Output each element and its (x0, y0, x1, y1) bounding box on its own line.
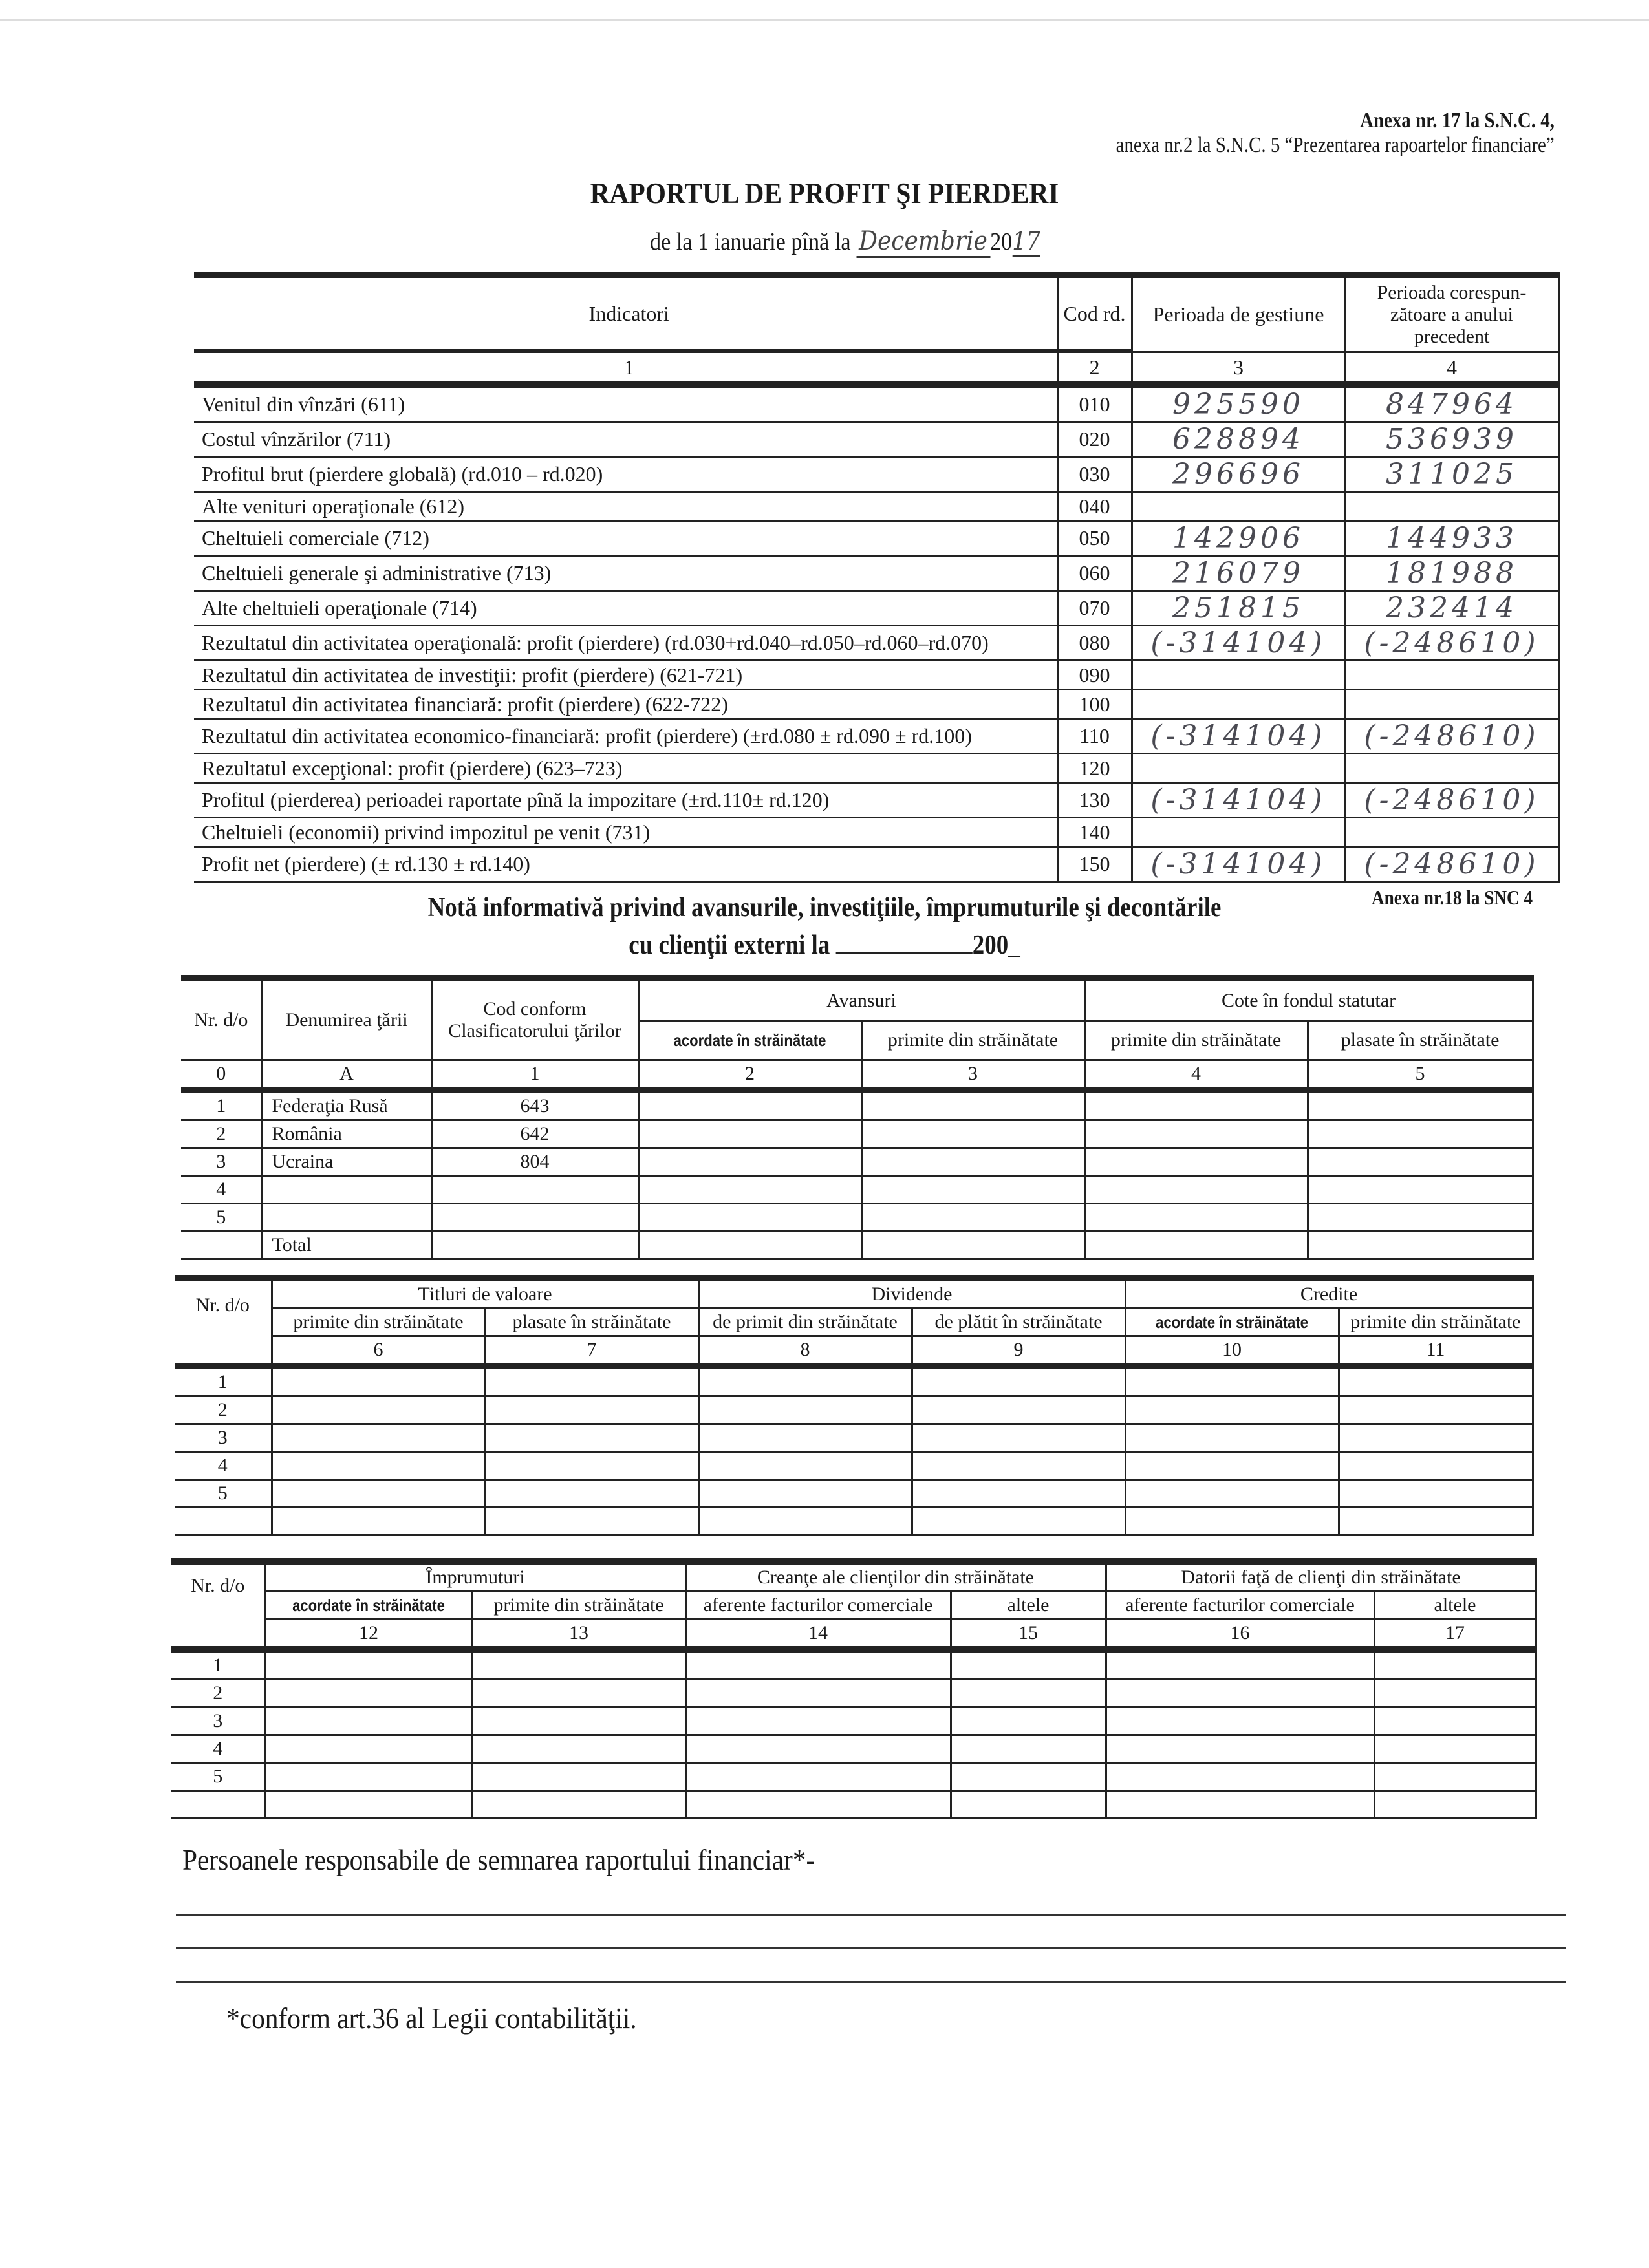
row-code: 080 (1057, 626, 1132, 661)
header-titluri: Titluri de valoare (272, 1278, 698, 1309)
indicator-label: Rezultatul excepţional: profit (pierdere) (623–723) (194, 754, 1057, 783)
country-code: 642 (431, 1120, 638, 1148)
indicator-label: Costul vînzărilor (711) (194, 422, 1057, 457)
indicator-label: Cheltuieli comerciale (712) (194, 521, 1057, 556)
pl-row (194, 457, 1558, 492)
value-cell[interactable] (472, 1680, 685, 1707)
col-number: 1 (431, 1060, 638, 1091)
value-cell[interactable] (485, 1452, 698, 1480)
table-row (175, 1480, 1533, 1508)
current-period-value[interactable]: (-314104) (1132, 626, 1345, 661)
country-code: 643 (431, 1090, 638, 1120)
value-cell[interactable] (272, 1480, 485, 1508)
period-year-prefix: 20 (990, 228, 1013, 255)
col-number: 4 (1084, 1060, 1308, 1091)
previous-period-value[interactable] (1345, 492, 1558, 521)
value-cell[interactable] (1084, 1090, 1308, 1120)
note-year: 200_ (972, 930, 1020, 960)
row-number: 5 (175, 1480, 272, 1508)
pl-row (194, 719, 1558, 754)
previous-period-value[interactable]: 847964 (1345, 385, 1558, 422)
country-code: 804 (431, 1148, 638, 1176)
header-indicatori: Indicatori (194, 275, 1057, 350)
value-cell[interactable] (1084, 1176, 1308, 1204)
value-cell[interactable] (861, 1232, 1084, 1259)
previous-period-value[interactable]: 144933 (1345, 521, 1558, 556)
value-cell[interactable] (685, 1707, 951, 1735)
row-number: 1 (171, 1649, 265, 1680)
row-number: 1 (181, 1090, 262, 1120)
value-cell[interactable] (1339, 1452, 1533, 1480)
row-code: 120 (1057, 754, 1132, 783)
header-dividende: Dividende (698, 1278, 1125, 1309)
table-row (171, 1735, 1536, 1763)
previous-period-value[interactable]: (-248610) (1345, 783, 1558, 818)
period-month-field[interactable]: Decembrie (856, 226, 990, 258)
value-cell[interactable] (1374, 1680, 1536, 1707)
value-cell[interactable] (472, 1649, 685, 1680)
current-period-value[interactable]: 925590 (1132, 385, 1345, 422)
row-number (171, 1791, 265, 1819)
value-cell[interactable] (1339, 1480, 1533, 1508)
current-period-value[interactable]: (-314104) (1132, 719, 1345, 754)
row-code: 030 (1057, 457, 1132, 492)
scan-edge-line (0, 19, 1649, 21)
value-cell[interactable] (472, 1791, 685, 1819)
row-number: 5 (171, 1763, 265, 1791)
row-number: 3 (181, 1148, 262, 1176)
subheader: plasate în străinătate (485, 1309, 698, 1336)
row-code: 060 (1057, 556, 1132, 591)
table-row (171, 1707, 1536, 1735)
col-number: 10 (1125, 1336, 1339, 1367)
header-cote: Cote în fondul statutar (1084, 978, 1533, 1021)
col-number: 14 (685, 1620, 951, 1650)
col-number: 17 (1374, 1620, 1536, 1650)
value-cell[interactable] (472, 1735, 685, 1763)
value-cell[interactable] (951, 1763, 1106, 1791)
value-cell[interactable] (1106, 1680, 1374, 1707)
header-datorii: Datorii faţă de clienţi din străinătate (1106, 1561, 1536, 1592)
value-cell[interactable] (685, 1791, 951, 1819)
col-number: 7 (485, 1336, 698, 1367)
row-number: 4 (175, 1452, 272, 1480)
value-cell[interactable] (685, 1649, 951, 1680)
header-cod: Cod rd. (1057, 275, 1132, 350)
current-period-value[interactable] (1132, 818, 1345, 847)
value-cell[interactable] (1308, 1120, 1533, 1148)
header-nr: Nr. d/o (175, 1278, 272, 1366)
indicator-label: Rezultatul din activitatea economico-financiară: profit (pierdere) (±rd.080 ± rd.090 ± rd.100) (194, 719, 1057, 754)
advances-table (181, 975, 1534, 1260)
period-prefix: de la 1 ianuarie pînă la (650, 228, 851, 255)
report-period (650, 226, 1040, 258)
subheader: aferente facturilor comerciale (685, 1592, 951, 1620)
pl-row (194, 661, 1558, 690)
note-date-field[interactable] (836, 952, 973, 954)
previous-period-value[interactable]: (-248610) (1345, 719, 1558, 754)
subheader: de primit din străinătate (698, 1309, 912, 1336)
col-number: 0 (181, 1060, 262, 1091)
indicator-label: Venitul din vînzări (611) (194, 385, 1057, 422)
country-name: Ucraina (262, 1148, 431, 1176)
value-cell[interactable] (698, 1508, 912, 1535)
signatures-title: Persoanele responsabile de semnarea raportului financiar*- (182, 1843, 815, 1876)
subheader: acordate în străinătate (281, 1592, 457, 1620)
current-period-value[interactable]: 628894 (1132, 422, 1345, 457)
pl-row (194, 492, 1558, 521)
pl-row (194, 556, 1558, 591)
period-year-field[interactable]: 17 (1012, 227, 1040, 257)
subheader: altele (951, 1592, 1106, 1620)
row-code: 100 (1057, 690, 1132, 719)
header-previous-period: Perioada corespun-zătoare a anului precedent (1345, 275, 1558, 352)
country-name (262, 1176, 431, 1204)
header-cote-plasate: plasate în străinătate (1308, 1021, 1533, 1060)
value-cell[interactable] (485, 1508, 698, 1535)
pl-row (194, 818, 1558, 847)
signature-line[interactable] (176, 1947, 1566, 1949)
row-number: 2 (181, 1120, 262, 1148)
value-cell[interactable] (698, 1452, 912, 1480)
col-number: 3 (1132, 352, 1345, 385)
table-row (181, 1232, 1533, 1259)
pl-row (194, 422, 1558, 457)
value-cell[interactable] (861, 1176, 1084, 1204)
value-cell[interactable] (1106, 1791, 1374, 1819)
value-cell[interactable] (638, 1204, 861, 1232)
value-cell[interactable] (1374, 1791, 1536, 1819)
value-cell[interactable] (472, 1707, 685, 1735)
value-cell[interactable] (485, 1480, 698, 1508)
value-cell[interactable] (951, 1680, 1106, 1707)
value-cell[interactable] (1084, 1148, 1308, 1176)
value-cell[interactable] (698, 1396, 912, 1424)
previous-period-value[interactable] (1345, 690, 1558, 719)
value-cell[interactable] (951, 1707, 1106, 1735)
previous-period-value[interactable]: 311025 (1345, 457, 1558, 492)
table-row (181, 1176, 1533, 1204)
current-period-value[interactable]: 142906 (1132, 521, 1345, 556)
subheader: aferente facturilor comerciale (1106, 1592, 1374, 1620)
subheader: primite din străinătate (472, 1592, 685, 1620)
loans-receivables-debts-table (171, 1558, 1537, 1819)
value-cell[interactable] (698, 1480, 912, 1508)
country-code (431, 1204, 638, 1232)
value-cell[interactable] (1106, 1707, 1374, 1735)
value-cell[interactable] (485, 1366, 698, 1396)
value-cell[interactable] (638, 1090, 861, 1120)
col-number: 5 (1308, 1060, 1533, 1091)
profit-loss-table (194, 272, 1560, 883)
value-cell[interactable] (1374, 1649, 1536, 1680)
value-cell[interactable] (951, 1735, 1106, 1763)
row-code: 010 (1057, 385, 1132, 422)
value-cell[interactable] (912, 1424, 1125, 1452)
current-period-value[interactable] (1132, 492, 1345, 521)
pl-row (194, 847, 1558, 882)
current-period-value[interactable] (1132, 690, 1345, 719)
table-row (171, 1680, 1536, 1707)
row-number: 4 (181, 1176, 262, 1204)
value-cell[interactable] (1106, 1649, 1374, 1680)
value-cell[interactable] (861, 1204, 1084, 1232)
value-cell[interactable] (1308, 1232, 1533, 1259)
value-cell[interactable] (272, 1366, 485, 1396)
col-number: A (262, 1060, 431, 1091)
indicator-label: Rezultatul din activitatea operaţională: profit (pierdere) (rd.030+rd.040–rd.050–rd.060–rd.070) (194, 626, 1057, 661)
value-cell[interactable] (638, 1120, 861, 1148)
previous-period-value[interactable]: 181988 (1345, 556, 1558, 591)
value-cell[interactable] (951, 1649, 1106, 1680)
col-number: 4 (1345, 352, 1558, 385)
value-cell[interactable] (685, 1763, 951, 1791)
table-row (175, 1366, 1533, 1396)
annex-17-label: Anexa nr. 17 la S.N.C. 4, (1360, 109, 1555, 133)
value-cell[interactable] (1374, 1763, 1536, 1791)
value-cell[interactable] (1308, 1148, 1533, 1176)
header-country-code: Cod conform Clasificatorului ţărilor (431, 978, 638, 1060)
securities-dividends-credits-table (175, 1275, 1534, 1536)
indicator-label: Rezultatul din activitatea financiară: profit (pierdere) (622-722) (194, 690, 1057, 719)
row-code: 070 (1057, 591, 1132, 626)
table-row (171, 1763, 1536, 1791)
row-code: 140 (1057, 818, 1132, 847)
row-number: 4 (171, 1735, 265, 1763)
col-number: 11 (1339, 1336, 1533, 1367)
value-cell[interactable] (1374, 1735, 1536, 1763)
row-code: 150 (1057, 847, 1132, 882)
col-number: 12 (265, 1620, 472, 1650)
header-cote-primite: primite din străinătate (1084, 1021, 1308, 1060)
value-cell[interactable] (265, 1680, 472, 1707)
col-number: 9 (912, 1336, 1125, 1367)
row-number: 3 (175, 1424, 272, 1452)
value-cell[interactable] (485, 1424, 698, 1452)
indicator-label: Profitul brut (pierdere globală) (rd.010 – rd.020) (194, 457, 1057, 492)
value-cell[interactable] (638, 1148, 861, 1176)
value-cell[interactable] (1125, 1366, 1339, 1396)
header-current-period: Perioada de gestiune (1132, 275, 1345, 352)
value-cell[interactable] (912, 1452, 1125, 1480)
value-cell[interactable] (861, 1090, 1084, 1120)
current-period-value[interactable]: 296696 (1132, 457, 1345, 492)
value-cell[interactable] (1339, 1424, 1533, 1452)
value-cell[interactable] (485, 1396, 698, 1424)
current-period-value[interactable]: 216079 (1132, 556, 1345, 591)
value-cell[interactable] (1084, 1204, 1308, 1232)
col-number: 1 (194, 352, 1057, 385)
indicator-label: Profit net (pierdere) (± rd.130 ± rd.140) (194, 847, 1057, 882)
row-code: 110 (1057, 719, 1132, 754)
value-cell[interactable] (685, 1680, 951, 1707)
current-period-value[interactable]: (-314104) (1132, 847, 1345, 882)
value-cell[interactable] (685, 1735, 951, 1763)
header-nr: Nr. d/o (171, 1561, 265, 1649)
value-cell[interactable] (1125, 1508, 1339, 1535)
value-cell[interactable] (1339, 1396, 1533, 1424)
pl-row (194, 591, 1558, 626)
subheader: primite din străinătate (1339, 1309, 1533, 1336)
previous-period-value[interactable]: 232414 (1345, 591, 1558, 626)
col-number: 16 (1106, 1620, 1374, 1650)
current-period-value[interactable] (1132, 661, 1345, 690)
header-credite: Credite (1125, 1278, 1533, 1309)
subheader: acordate în străinătate (1141, 1309, 1323, 1336)
value-cell[interactable] (698, 1424, 912, 1452)
value-cell[interactable] (861, 1148, 1084, 1176)
value-cell[interactable] (472, 1763, 685, 1791)
value-cell[interactable] (1308, 1176, 1533, 1204)
value-cell[interactable] (861, 1120, 1084, 1148)
value-cell[interactable] (1125, 1396, 1339, 1424)
col-number: 13 (472, 1620, 685, 1650)
current-period-value[interactable] (1132, 754, 1345, 783)
row-code: 050 (1057, 521, 1132, 556)
value-cell[interactable] (1125, 1452, 1339, 1480)
value-cell[interactable] (272, 1508, 485, 1535)
value-cell[interactable] (1374, 1707, 1536, 1735)
country-name: Federaţia Rusă (262, 1090, 431, 1120)
table-row (181, 1120, 1533, 1148)
current-period-value[interactable]: (-314104) (1132, 783, 1345, 818)
value-cell[interactable] (272, 1424, 485, 1452)
table-row (175, 1508, 1533, 1535)
header-imprumuturi: Împrumuturi (265, 1561, 685, 1592)
previous-period-value[interactable]: (-248610) (1345, 847, 1558, 882)
report-title: RAPORTUL DE PROFIT ŞI PIERDERI (590, 177, 1059, 209)
table-row (181, 1090, 1533, 1120)
header-avansuri: Avansuri (638, 978, 1084, 1021)
table-row (171, 1649, 1536, 1680)
header-primite: primite din străinătate (861, 1021, 1084, 1060)
country-code (431, 1232, 638, 1259)
indicator-label: Alte venituri operaţionale (612) (194, 492, 1057, 521)
signature-line[interactable] (176, 1981, 1566, 1983)
value-cell[interactable] (265, 1735, 472, 1763)
value-cell[interactable] (1308, 1090, 1533, 1120)
previous-period-value[interactable]: 536939 (1345, 422, 1558, 457)
col-number: 2 (1057, 352, 1132, 385)
value-cell[interactable] (265, 1707, 472, 1735)
row-number: 1 (175, 1366, 272, 1396)
value-cell[interactable] (1125, 1480, 1339, 1508)
indicator-label: Alte cheltuieli operaţionale (714) (194, 591, 1057, 626)
row-number: 2 (171, 1680, 265, 1707)
annex-18-label: Anexa nr.18 la SNC 4 (1371, 886, 1533, 909)
value-cell[interactable] (638, 1232, 861, 1259)
country-name: România (262, 1120, 431, 1148)
table-row (175, 1424, 1533, 1452)
header-creante: Creanţe ale clienţilor din străinătate (685, 1561, 1106, 1592)
country-name: Total (262, 1232, 431, 1259)
table-row (181, 1148, 1533, 1176)
value-cell[interactable] (272, 1452, 485, 1480)
pl-row (194, 690, 1558, 719)
row-code: 020 (1057, 422, 1132, 457)
value-cell[interactable] (912, 1396, 1125, 1424)
row-code: 090 (1057, 661, 1132, 690)
pl-row (194, 754, 1558, 783)
subheader: altele (1374, 1592, 1536, 1620)
table-row (175, 1396, 1533, 1424)
header-nr: Nr. d/o (181, 978, 262, 1060)
country-code (431, 1176, 638, 1204)
col-number: 15 (951, 1620, 1106, 1650)
value-cell[interactable] (265, 1791, 472, 1819)
row-number (181, 1232, 262, 1259)
indicator-label: Rezultatul din activitatea de investiţii: profit (pierdere) (621-721) (194, 661, 1057, 690)
value-cell[interactable] (1308, 1204, 1533, 1232)
value-cell[interactable] (272, 1396, 485, 1424)
indicator-label: Cheltuieli (economii) privind impozitul pe venit (731) (194, 818, 1057, 847)
value-cell[interactable] (1084, 1120, 1308, 1148)
col-number: 3 (861, 1060, 1084, 1091)
pl-row (194, 521, 1558, 556)
previous-period-value[interactable] (1345, 754, 1558, 783)
header-acordate: acordate în străinătate (655, 1021, 845, 1060)
col-number: 6 (272, 1336, 485, 1367)
value-cell[interactable] (1125, 1424, 1339, 1452)
value-cell[interactable] (951, 1791, 1106, 1819)
value-cell[interactable] (265, 1649, 472, 1680)
value-cell[interactable] (265, 1763, 472, 1791)
header-country: Denumirea ţării (262, 978, 431, 1060)
footnote: *conform art.36 al Legii contabilităţii. (226, 2002, 637, 2035)
value-cell[interactable] (1106, 1735, 1374, 1763)
country-name (262, 1204, 431, 1232)
value-cell[interactable] (1339, 1508, 1533, 1535)
row-number: 2 (175, 1396, 272, 1424)
previous-period-value[interactable] (1345, 818, 1558, 847)
annex-2-label: anexa nr.2 la S.N.C. 5 “Prezentarea rapoartelor financiare” (1116, 133, 1555, 157)
col-number: 8 (698, 1336, 912, 1367)
row-number (175, 1508, 272, 1535)
value-cell[interactable] (912, 1480, 1125, 1508)
subheader: de plătit în străinătate (912, 1309, 1125, 1336)
value-cell[interactable] (698, 1366, 912, 1396)
value-cell[interactable] (912, 1508, 1125, 1535)
indicator-label: Cheltuieli generale şi administrative (713) (194, 556, 1057, 591)
previous-period-value[interactable]: (-248610) (1345, 626, 1558, 661)
row-code: 130 (1057, 783, 1132, 818)
note-subtitle-prefix: cu clienţii externi la (629, 930, 830, 960)
value-cell[interactable] (1084, 1232, 1308, 1259)
subheader: primite din străinătate (272, 1309, 485, 1336)
row-number: 3 (171, 1707, 265, 1735)
note-title: Notă informativă privind avansurile, investiţiile, împrumuturile şi decontările (427, 893, 1222, 923)
current-period-value[interactable]: 251815 (1132, 591, 1345, 626)
value-cell[interactable] (912, 1366, 1125, 1396)
value-cell[interactable] (638, 1176, 861, 1204)
value-cell[interactable] (1339, 1366, 1533, 1396)
pl-row (194, 385, 1558, 422)
table-row (171, 1791, 1536, 1819)
pl-row (194, 783, 1558, 818)
indicator-label: Profitul (pierderea) perioadei raportate pînă la impozitare (±rd.110± rd.120) (194, 783, 1057, 818)
row-number: 5 (181, 1204, 262, 1232)
value-cell[interactable] (1106, 1763, 1374, 1791)
pl-row (194, 626, 1558, 661)
table-row (181, 1204, 1533, 1232)
signature-line[interactable] (176, 1914, 1566, 1916)
note-subtitle (99, 930, 1550, 961)
row-code: 040 (1057, 492, 1132, 521)
col-number: 2 (638, 1060, 861, 1091)
previous-period-value[interactable] (1345, 661, 1558, 690)
table-row (175, 1452, 1533, 1480)
